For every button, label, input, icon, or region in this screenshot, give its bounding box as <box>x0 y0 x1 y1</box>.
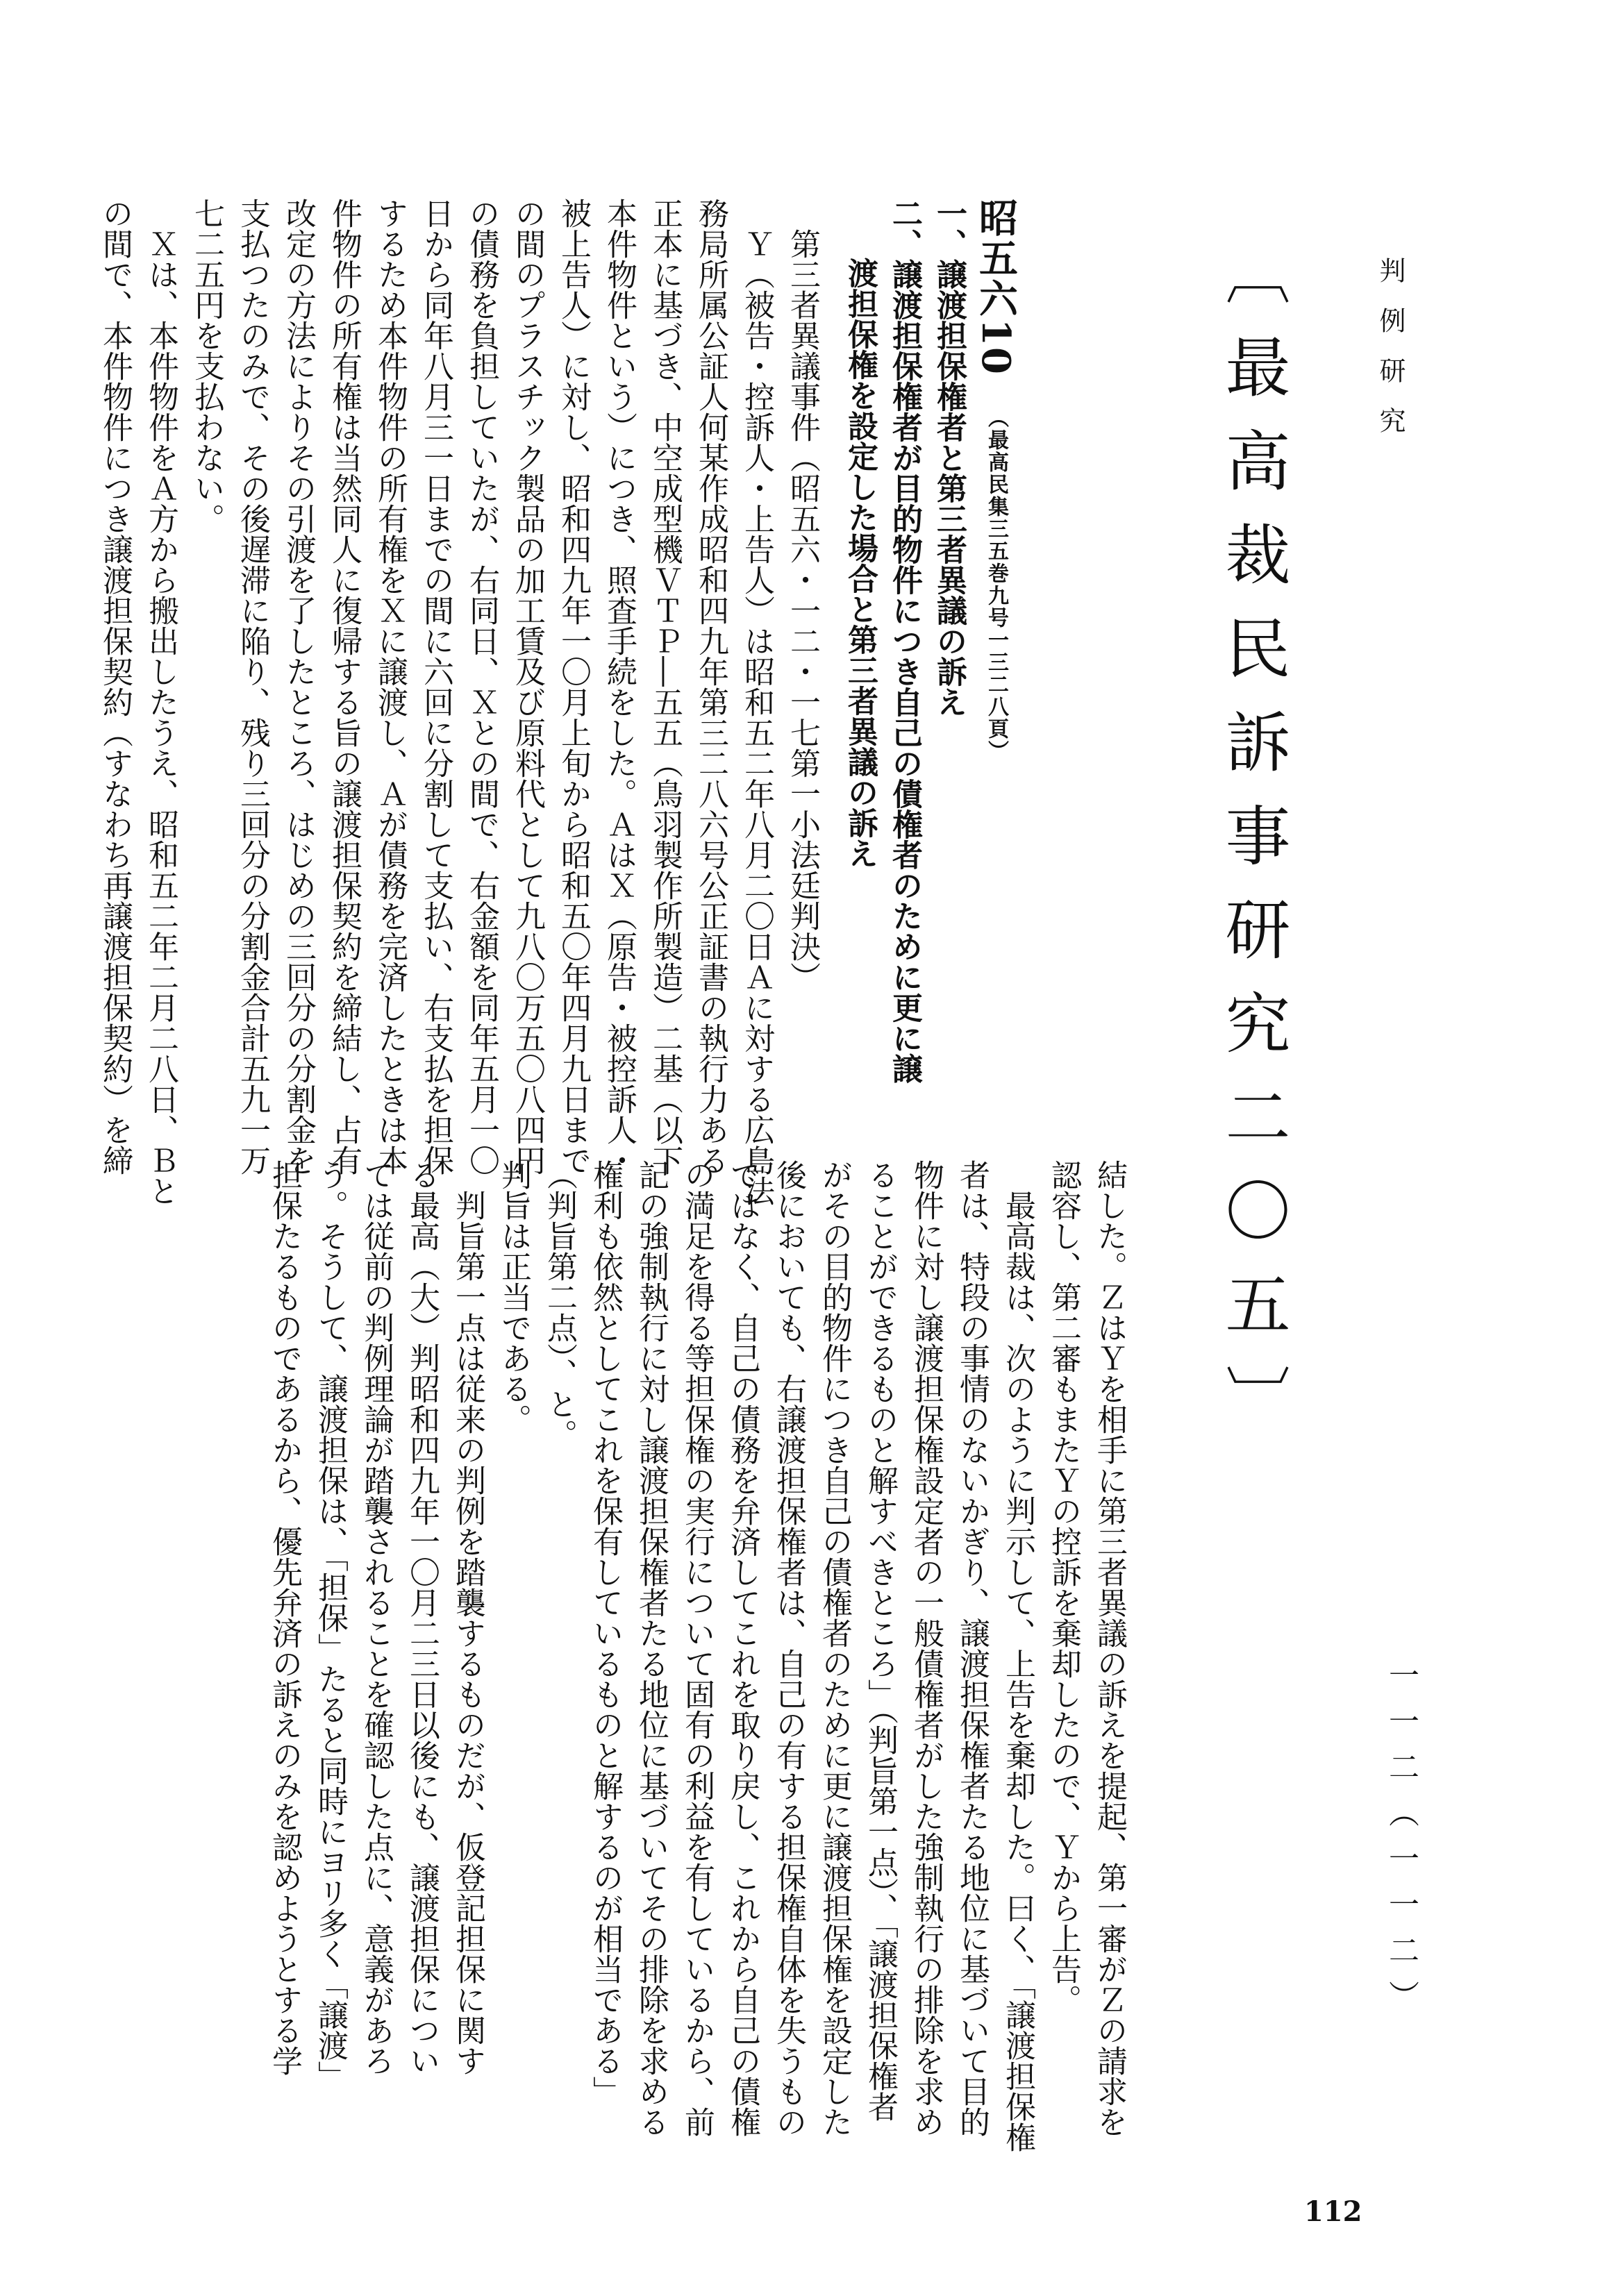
text-line: る最高（大）判昭和四九年一〇月二三日以後にも、譲渡担保につい <box>404 1159 440 2076</box>
case-number-text: 昭五六10 <box>973 198 1019 376</box>
text-line: の満足を得る等担保権の実行について固有の利益を有しているから、前 <box>679 1159 715 2137</box>
page-number: 112 <box>1304 2195 1362 2228</box>
text-line: 判旨は正当である。 <box>496 1159 531 1434</box>
text-line: 記の強制執行に対し譲渡担保権者たる地位に基づいてその排除を求める <box>633 1159 669 2137</box>
spacer <box>825 198 837 1121</box>
text-line: 認容し、第二審もまたＹの控訴を棄却したので、Ｙから上告。 <box>1046 1159 1081 2015</box>
text-line: 改定の方法によりその引渡を了したところ、はじめの三回分の分割金を <box>281 198 316 1175</box>
text-line: 者は、特段の事情のないかぎり、譲渡担保権者たる地位に基づいて目的 <box>954 1159 990 2137</box>
series-title: 〔最高裁民訴事研究二〇五〕 <box>1214 240 1290 1458</box>
text-line: の間のプラスチック製品の加工賃及び原料代として九八〇万五〇八四円 <box>510 198 545 1175</box>
text-line: 七二五円を支払わない。 <box>189 198 224 534</box>
page-number-kanji: 一一二（一一二） <box>1383 1659 1419 2026</box>
text-line: ることができるものと解すべきところ」（判旨第一点）、「譲渡担保権者 <box>862 1159 898 2122</box>
text-line: 結した。ＺはＹを相手に第三者異議の訴えを提起、第一審がＺの請求を <box>1092 1159 1127 2137</box>
text-line: 最高裁は、次のように判示して、上告を棄却した。曰く、「譲渡担保権 <box>1000 1190 1035 2152</box>
text-line: 担保たるものであるから、優先弁済の訴えのみを認めようとする学 <box>267 1159 302 2076</box>
heading-2-continued: 渡担保権を設定した場合と第三者異議の訴え <box>842 258 878 869</box>
text-line: 本件物件という）につき、照査手続をした。ＡはＸ（原告・被控訴人・ <box>601 198 637 1175</box>
text-line: 第三者異議事件（昭五六・一二・一七第一小法廷判決） <box>785 228 820 992</box>
text-line: するため本件物件の所有権をＸに譲渡し、Ａが債務を完済したときは本 <box>372 198 408 1175</box>
text-line: Ｘは、本件物件をＡ方から搬出したうえ、昭和五二年二月二八日、Ｂと <box>143 228 178 1206</box>
text-line: 判旨第一点は従来の判例を踏襲するものだが、仮登記担保に関す <box>450 1190 485 2076</box>
text-line: Ｙ（被告・控訴人・上告人）は昭和五二年八月二〇日Ａに対する広島法 <box>739 228 774 1206</box>
text-line: （判旨第二点）、と。 <box>542 1159 577 1450</box>
text-line: の債務を負担していたが、右同日、Ｘとの間で、右金額を同年五月一〇 <box>464 198 499 1175</box>
text-line: 支払つたのみで、その後遅滞に陥り、残り三回分の分割金合計五九一万 <box>235 198 270 1175</box>
text-line: 件物件の所有権は当然同人に復帰する旨の譲渡担保契約を締結し、占有 <box>326 198 362 1175</box>
text-line: 被上告人）に対し、昭和四九年一〇月上旬から昭和五〇年四月九日まで <box>556 198 591 1175</box>
text-line: の間で、本件物件につき譲渡担保契約（すなわち再譲渡担保契約）を締 <box>97 198 133 1175</box>
text-line: 正本に基づき、中空成型機ＶＴＰ―五五（鳥羽製作所製造）二基（以下 <box>647 198 683 1175</box>
text-line: ではなく、自己の債務を弁済してこれを取り戻し、これから自己の債権 <box>725 1159 760 2137</box>
running-head: 判例研究 <box>1375 257 1406 457</box>
text-line: う。そうして、譲渡担保は、「担保」たると同時にヨリ多く「譲渡」 <box>312 1159 348 2091</box>
text-line: 日から同年八月三一日までの間に六回に分割して支払い、右支払を担保 <box>418 198 453 1175</box>
text-line: 物件に対し譲渡担保権設定者の一般債権者がした強制執行の排除を求め <box>908 1159 944 2137</box>
case-number <box>971 198 1021 1121</box>
text-line: 権利も依然としてこれを保有しているものと解するのが相当である」 <box>587 1159 623 2106</box>
text-line: 務局所属公証人何某作成昭和四九年第三二八六号公正証書の執行力ある <box>693 198 728 1175</box>
lower-text-block <box>261 1159 1132 2152</box>
text-line: ては従前の判例理論が踏襲されることを確認した点に、意義があろ <box>358 1159 394 2076</box>
upper-text-block <box>92 198 1021 1206</box>
text-line: 後においても、右譲渡担保権者は、自己の有する担保権自体を失うもの <box>771 1159 806 2137</box>
heading-2: 二、譲渡担保権者が目的物件につき自己の債権者のために更に譲 <box>887 198 922 1084</box>
heading-1: 一、譲渡担保権者と第三者異議の訴え <box>931 198 967 717</box>
case-reference: （最高民集三五巻九号一三二八頁） <box>984 407 1008 763</box>
text-line: がその目的物件につき自己の債権者のために更に譲渡担保権を設定した <box>817 1159 852 2137</box>
